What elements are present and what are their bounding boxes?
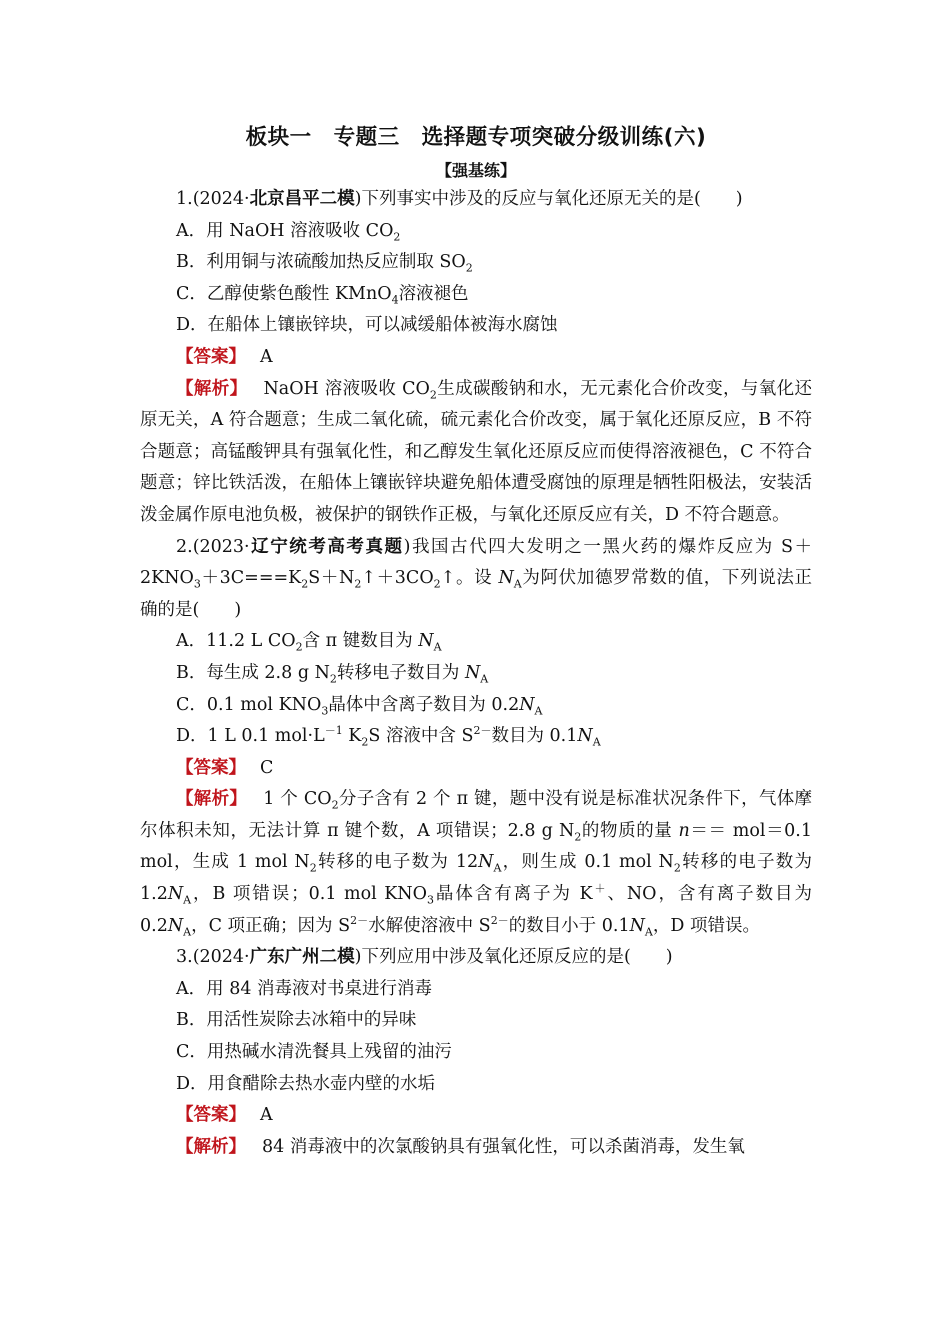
q2-option-b [140, 658, 812, 690]
question-3-stem [140, 942, 812, 974]
superscript: 2－ [473, 724, 492, 738]
subscript: A [433, 640, 442, 654]
analysis-text: 的数目小于 0.1 [508, 915, 630, 936]
subscript: 2 [429, 388, 437, 402]
subscript: 2 [673, 861, 681, 875]
analysis-text: ＝＝ mol＝0.1 mol，生成 1 mol N [140, 820, 813, 873]
answer-tag: 【答案】 [176, 1105, 246, 1126]
analysis-text: 84 消毒液中的次氯酸钠具有强氧化性，可以杀菌消毒，发生氧 [262, 1136, 745, 1157]
q3-answer [140, 1100, 812, 1132]
analysis-text: ，C 项正确；因为 S [191, 915, 351, 936]
superscript: 2－ [490, 913, 509, 927]
option-text: A．11.2 L CO [176, 631, 296, 652]
answer-tag: 【答案】 [176, 757, 246, 778]
q2-answer [140, 753, 812, 785]
subscript: 2 [301, 577, 309, 591]
q1-option-c [140, 279, 812, 311]
option-text: D．1 L 0.1 mol·L [176, 726, 325, 747]
analysis-text: ，则生成 0.1 mol N [501, 852, 674, 873]
subscript: 2 [393, 230, 401, 244]
subscript: A [480, 672, 489, 686]
avogadro-symbol: N [167, 915, 184, 936]
subscript: 2 [433, 577, 441, 591]
analysis-tag: 【解析】 [176, 378, 248, 399]
subscript: 3 [193, 577, 201, 591]
question-source: 辽宁统考高考真题 [249, 536, 404, 557]
question-number: 3.(2024· [176, 947, 250, 968]
subscript: 2 [354, 577, 362, 591]
avogadro-symbol: N [629, 915, 645, 936]
avogadro-symbol: N [478, 852, 494, 873]
document-page [140, 118, 812, 1163]
analysis-text: 、NO，含有离子数目为 0.2 [140, 884, 812, 936]
question-source: 广东广州二模 [249, 947, 355, 968]
superscript: 2－ [350, 913, 369, 927]
analysis-tag: 【解析】 [176, 1136, 246, 1157]
subscript: A [644, 925, 653, 939]
option-text: S 溶液中含 S [368, 726, 474, 747]
q2-option-c [140, 690, 812, 722]
question-number: 2.(2023· [176, 536, 250, 557]
avogadro-symbol: N [167, 884, 184, 905]
subscript: 2 [331, 798, 339, 812]
analysis-text: ，B 项错误；0.1 mol KNO [191, 884, 427, 905]
analysis-text: 的物质的量 [581, 820, 679, 841]
subscript: A [183, 893, 192, 907]
option-text: 溶液褪色 [398, 283, 469, 304]
option-text: B．每生成 2.8 g N [176, 662, 330, 683]
question-text: ↑＋3CO [361, 568, 434, 589]
subscript: 2 [329, 672, 337, 686]
superscript: －1 [324, 724, 343, 738]
q1-option-a [140, 216, 812, 248]
question-text: )我国古代四大发明之一黑火药的爆炸反应为 S＋2KNO [140, 536, 812, 589]
analysis-text: 分子含有 2 个 π 键，题中没有说是标准状况条件下，气体摩尔体积未知，无法计算 π 键个数，A 项错误；2.8 g N [140, 789, 812, 841]
q2-option-a [140, 626, 812, 658]
q1-option-b [140, 247, 812, 279]
subscript: 2 [361, 735, 369, 749]
subscript: 2 [574, 830, 582, 844]
superscript: ＋ [592, 882, 608, 896]
q3-option-a: A．用 84 消毒液对书桌进行消毒 [176, 978, 433, 999]
subscript: 2 [295, 640, 303, 654]
subscript: A [183, 925, 192, 939]
q1-answer [140, 342, 812, 374]
q1-option-d [140, 310, 812, 342]
subscript: A [592, 735, 601, 749]
question-2-stem [140, 532, 812, 627]
answer-tag: 【答案】 [176, 346, 246, 367]
subscript: 3 [426, 893, 434, 907]
q2-option-d [140, 721, 812, 753]
q3-option-c: C．用热碱水清洗餐具上残留的油污 [176, 1042, 452, 1063]
option-text: D．在船体上镶嵌锌块，可以减缓船体被海水腐蚀 [176, 315, 558, 336]
avogadro-symbol: N [464, 662, 481, 683]
analysis-text: NaOH 溶液吸收 CO [263, 378, 430, 399]
question-number: 1.(2024· [176, 189, 250, 209]
subscript: A [534, 704, 543, 717]
avogadro-symbol: N [418, 631, 434, 652]
question-text: )下列应用中涉及氧化还原反应的是( ) [354, 947, 673, 968]
subscript: 2 [465, 261, 473, 275]
option-text: 转移电子数目为 [336, 662, 465, 683]
question-1-stem [140, 184, 812, 216]
answer-value: A [260, 1105, 273, 1126]
analysis-text: 晶体含有离子为 K [433, 884, 593, 905]
analysis-text: 转移的电子数为 12 [316, 852, 479, 873]
option-text: B．利用铜与浓硫酸加热反应制取 SO [176, 252, 466, 273]
question-text: S＋N [308, 568, 355, 589]
avogadro-symbol: N [577, 726, 593, 747]
q3-analysis [140, 1132, 812, 1164]
subscript: A [493, 861, 502, 875]
analysis-text: 转移的电子数为 1.2 [140, 852, 813, 905]
question-text: ↑。设 [440, 568, 499, 589]
q3-option-b: B．用活性炭除去冰箱中的异味 [176, 1010, 417, 1031]
q1-analysis [140, 374, 812, 532]
q2-analysis [140, 784, 812, 942]
question-text: ＋3C===K [200, 568, 302, 589]
answer-value: A [260, 346, 273, 367]
subscript: 2 [309, 861, 317, 875]
analysis-text: 1 个 CO [263, 789, 332, 810]
option-text: 含 π 键数目为 [302, 631, 419, 652]
question-text: 为阿伏加德罗常数的值，下列说法正确的是( ) [140, 568, 812, 620]
analysis-text: 水解使溶液中 S [368, 915, 491, 936]
section-subtitle: 【强基练】 [435, 161, 516, 180]
avogadro-symbol: N [498, 568, 514, 589]
avogadro-symbol: N [519, 694, 535, 715]
option-text: 晶体中含离子数目为 0.2 [328, 694, 520, 715]
option-text: 数目为 0.1 [491, 726, 578, 747]
option-text: A．用 NaOH 溶液吸收 CO [176, 220, 394, 241]
page-title: 板块一 专题三 选择题专项突破分级训练(六) [245, 125, 707, 150]
option-text: K [342, 726, 362, 747]
analysis-tag: 【解析】 [176, 789, 248, 810]
subscript: 4 [391, 293, 399, 307]
analysis-text: 生成碳酸钠和水，无元素化合价改变，与氧化还原无关，A 符合题意；生成二氧化硫，硫元素化合价改变，属于氧化还原反应，B 不符合题意；高锰酸钾具有强氧化性，和乙醇发生氧化还原反应而使得溶液褪色，C 不符合题意；锌比铁活泼，在船体上镶嵌锌块避免船体遭受腐蚀的原理是牺牲阳极法，安装活泼金属作原电池负极，被保护的钢铁作正极，与氧化还原反应有关，D 不符合题意。 [140, 378, 813, 525]
subscript: A [513, 577, 522, 591]
subscript: 3 [321, 704, 329, 717]
option-text: C．0.1 mol KNO [176, 694, 322, 715]
question-text: )下列事实中涉及的反应与氧化还原无关的是( ) [354, 189, 743, 209]
option-text: C．乙醇使紫色酸性 KMnO [176, 283, 392, 304]
q3-option-d: D．用食醋除去热水壶内壁的水垢 [176, 1073, 436, 1094]
variable-n: n [678, 820, 690, 841]
question-source: 北京昌平二模 [249, 189, 355, 209]
answer-value: C [260, 757, 274, 778]
analysis-text: ，D 项错误。 [652, 915, 760, 936]
